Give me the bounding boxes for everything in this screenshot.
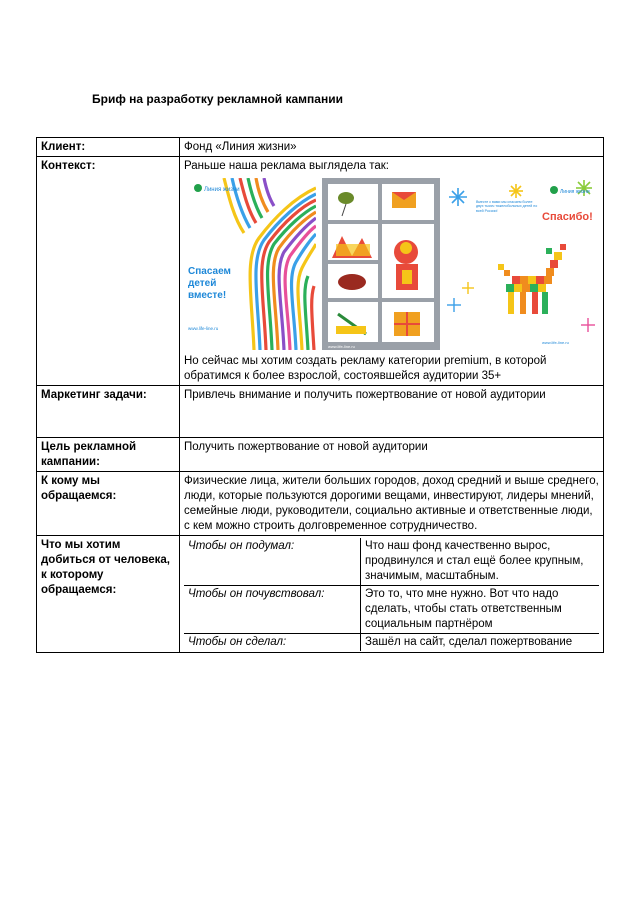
ad-card-snowflakes [446,178,598,350]
ad-poster-drawings [322,178,440,350]
wants-row [184,538,599,586]
wants-key: Чтобы он почувствовал: [184,586,361,634]
ad1-logo-text: Линия жизни [204,187,240,193]
ad3-thanks: Спасибо! [542,211,593,223]
ad1-slogan-line-3: вместе! [188,290,227,301]
row-context [37,157,604,386]
wants-subtable [184,538,599,651]
wants-value: Это то, что мне нужно. Вот что надо сделать, чтобы стать ответственным социальным партнёром [361,586,600,634]
row-goal [37,438,604,472]
wants-key: Чтобы он подумал: [184,538,361,586]
row-client [37,138,604,157]
audience-value: Физические лица, жители больших городов, доход средний и выше среднего, люди, которые пользуются дорогими вещами, инвестируют, лидеры мнений, семейные люди, руководители, социально активные и ответственные люди, с кем можно строить долговременное сотрудничество. [180,472,604,536]
document-title: Бриф на разработку рекламной кампании [92,92,343,106]
ad-poster-stripes [184,178,316,350]
wants-row [184,586,599,634]
marketing-label: Маркетинг задачи: [37,386,180,438]
row-wants [37,536,604,653]
wants-cell [180,536,604,653]
client-value: Фонд «Линия жизни» [180,138,604,157]
context-intro: Раньше наша реклама выглядела так: [184,160,390,172]
wants-value: Что наш фонд качественно вырос, продвинулся и стал ещё более крупным, значимым, масштабным. [361,538,600,586]
marketing-value: Привлечь внимание и получить пожертвование от новой аудитории [180,386,604,438]
ad1-slogan-line-1: Спасаем [188,266,231,277]
context-outro: Но сейчас мы хотим создать рекламу категории premium, в которой обратимся к более взрослой, состоявшейся аудитории 35+ [184,355,547,382]
context-cell [180,157,604,386]
row-marketing [37,386,604,438]
ad3-url: www.life-line.ru [542,340,569,345]
ad2-url: www.life-line.ru [328,344,355,349]
wants-label: Что мы хотим добиться от человека, к которому обращаемся: [37,536,180,653]
old-ads-gallery [184,178,599,350]
brief-table [36,137,604,653]
wants-row [184,634,599,652]
goal-label: Цель рекламной кампании: [37,438,180,472]
wants-key: Чтобы он сделал: [184,634,361,652]
ad1-url: www.life-line.ru [188,326,219,331]
goal-value: Получить пожертвование от новой аудитории [180,438,604,472]
client-label: Клиент: [37,138,180,157]
wants-value: Зашёл на сайт, сделал пожертвование [361,634,600,652]
row-audience [37,472,604,536]
ad3-caption: Вместе с вами мы спасаем более двух тысяч тяжелобольных детей по всей России! [476,200,538,213]
context-label: Контекст: [37,157,180,386]
audience-label: К кому мы обращаемся: [37,472,180,536]
ad1-slogan-line-2: детей [188,278,217,289]
ad3-logo-text: Линия жизни [560,189,590,195]
